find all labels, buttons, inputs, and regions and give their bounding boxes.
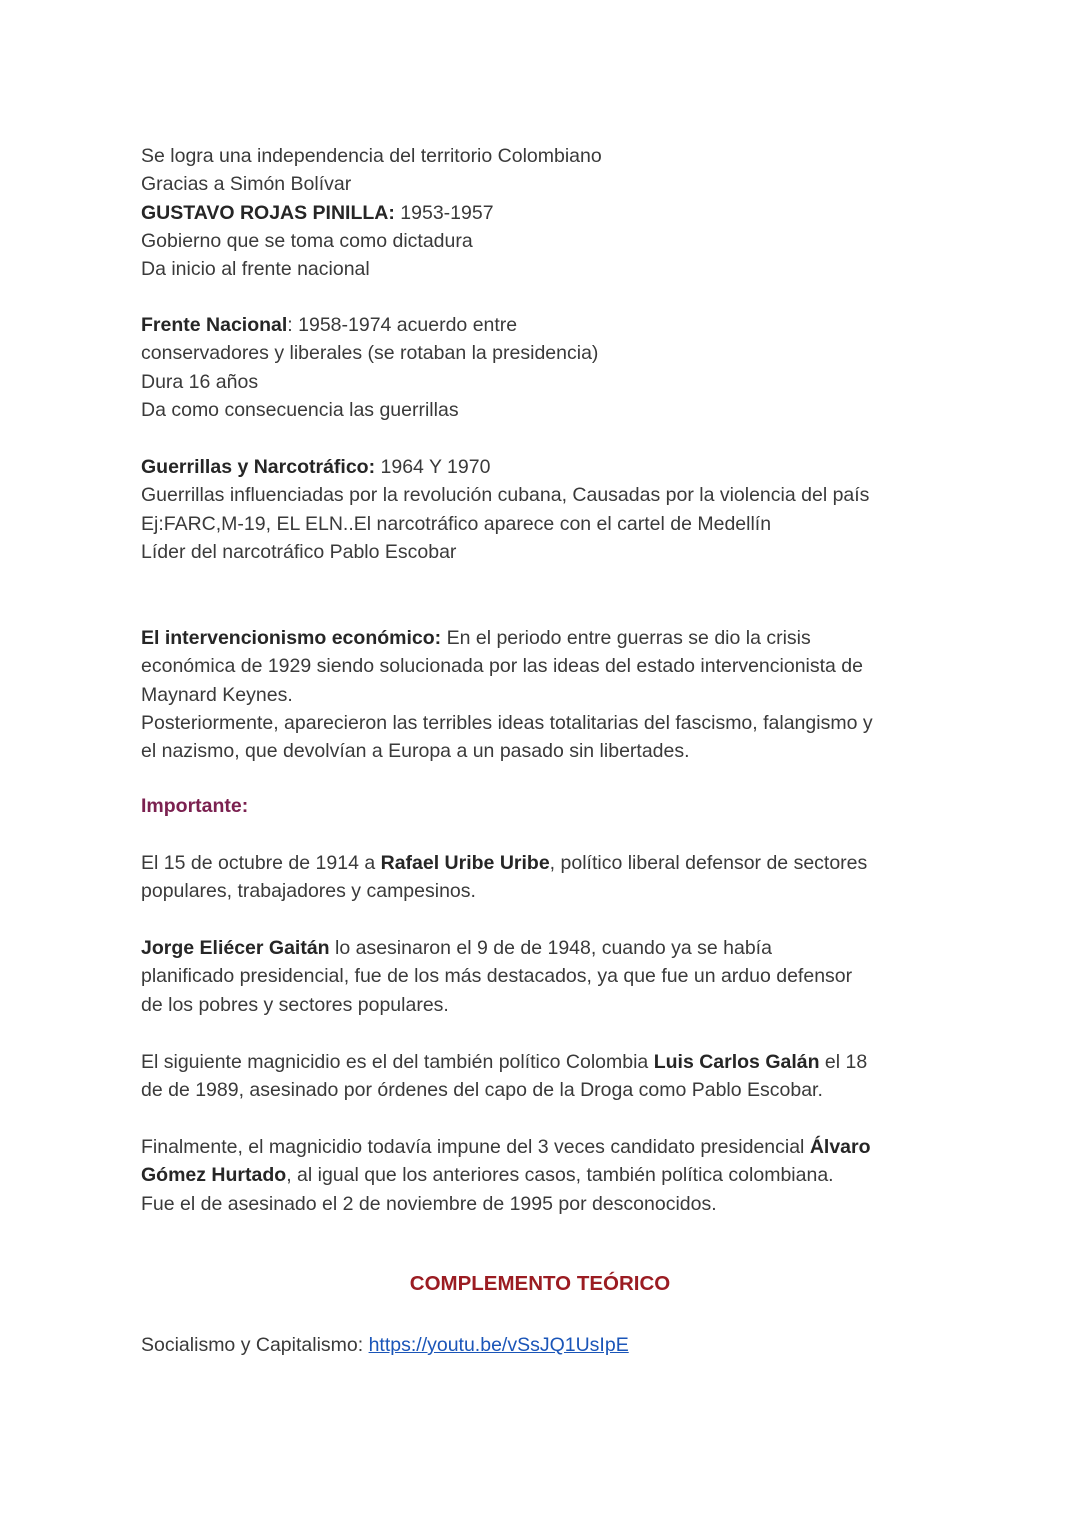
text-span: , político liberal defensor de sectores — [549, 852, 868, 874]
text-line: Da como consecuencia las guerrillas — [141, 398, 459, 421]
text-line: Fue el de asesinado el 2 de noviembre de 1995 por desconocidos. — [141, 1192, 717, 1215]
text-line: el nazismo, que devolvían a Europa a un pasado sin libertades. — [141, 740, 690, 763]
gomez-name-last: Gómez Hurtado — [141, 1164, 287, 1187]
text-line: Líder del narcotráfico Pablo Escobar — [141, 540, 457, 563]
guerrillas-line — [141, 453, 961, 481]
uribe-line — [141, 849, 961, 877]
section-independencia — [141, 142, 961, 283]
text-line: de los pobres y sectores populares. — [141, 993, 449, 1016]
intervencionismo-line — [141, 624, 961, 652]
text-line: Posteriormente, aparecieron las terribles ideas totalitarias del fascismo, falangismo y — [141, 711, 873, 734]
text-span: lo asesinaron el 9 de de 1948, cuando ya se había — [329, 937, 772, 959]
intervencionismo-heading: El intervencionismo económico: — [141, 627, 442, 649]
text-line: conservadores y liberales (se rotaban la presidencia) — [141, 342, 599, 365]
frente-years: : 1958-1974 acuerdo entre — [287, 314, 518, 336]
link-label: Socialismo y Capitalismo: — [141, 1334, 369, 1356]
rojas-line — [141, 199, 961, 227]
galan-line — [141, 1048, 961, 1076]
text-line: Se logra una independencia del territorio Colombiano — [141, 145, 602, 167]
link-line — [141, 1331, 961, 1359]
complemento-link-line — [141, 1331, 961, 1359]
frente-line — [141, 311, 961, 339]
frente-heading: Frente Nacional — [141, 314, 288, 336]
text-line: planificado presidencial, fue de los más destacados, ya que fue un arduo defensor — [141, 965, 853, 988]
text-line: Guerrillas influenciadas por la revolución cubana, Causadas por la violencia del país — [141, 484, 870, 507]
rojas-years: 1953-1957 — [394, 201, 494, 224]
gomez-name-first: Álvaro — [809, 1136, 871, 1158]
rojas-heading: GUSTAVO ROJAS PINILLA: — [141, 201, 395, 224]
paragraph-gomez — [141, 1133, 961, 1218]
text-span: el 18 — [819, 1051, 868, 1073]
text-span: El 15 de octubre de 1914 a — [141, 852, 381, 874]
gomez-line — [141, 1133, 961, 1161]
text-span: , al igual que los anteriores casos, también política colombiana. — [286, 1164, 834, 1187]
text-line: Da inicio al frente nacional — [141, 258, 370, 281]
text-line: Gobierno que se toma como dictadura — [141, 229, 473, 252]
intervencionismo-text: En el periodo entre guerras se dio la crisis — [441, 627, 811, 649]
text-line: Dura 16 años — [141, 370, 259, 393]
text-span: Finalmente, el magnicidio todavía impune del 3 veces candidato presidencial — [141, 1136, 810, 1158]
text-line: económica de 1929 siendo solucionada por las ideas del estado intervencionista de — [141, 655, 863, 678]
paragraph-uribe — [141, 849, 961, 906]
paragraph-galan — [141, 1048, 961, 1105]
youtube-link[interactable]: https://youtu.be/vSsJQ1UsIpE — [368, 1334, 629, 1356]
section-frente-nacional — [141, 311, 961, 424]
guerrillas-years: 1964 Y 1970 — [375, 456, 491, 478]
uribe-name: Rafael Uribe Uribe — [380, 852, 550, 874]
section-guerrillas — [141, 453, 961, 566]
gaitan-line — [141, 934, 961, 962]
gaitan-name: Jorge Eliécer Gaitán — [141, 937, 330, 959]
text-line: populares, trabajadores y campesinos. — [141, 880, 476, 903]
text-line: Gracias a Simón Bolívar — [141, 173, 352, 196]
importante-heading: Importante: — [141, 795, 249, 817]
section-intervencionismo — [141, 624, 961, 765]
gomez-line-2 — [141, 1161, 961, 1189]
text-line: de de 1989, asesinado por órdenes del capo de la Droga como Pablo Escobar. — [141, 1079, 823, 1102]
text-span: El siguiente magnicidio es el del también político Colombia — [141, 1051, 654, 1073]
galan-name: Luis Carlos Galán — [653, 1051, 820, 1073]
text-line: Maynard Keynes. — [141, 683, 293, 706]
complemento-title: COMPLEMENTO TEÓRICO — [409, 1272, 671, 1295]
importante-section — [141, 792, 961, 820]
paragraph-gaitan — [141, 934, 961, 1019]
guerrillas-heading: Guerrillas y Narcotráfico: — [141, 456, 376, 478]
text-line: Ej:FARC,M-19, EL ELN..El narcotráfico aparece con el cartel de Medellín — [141, 512, 772, 535]
